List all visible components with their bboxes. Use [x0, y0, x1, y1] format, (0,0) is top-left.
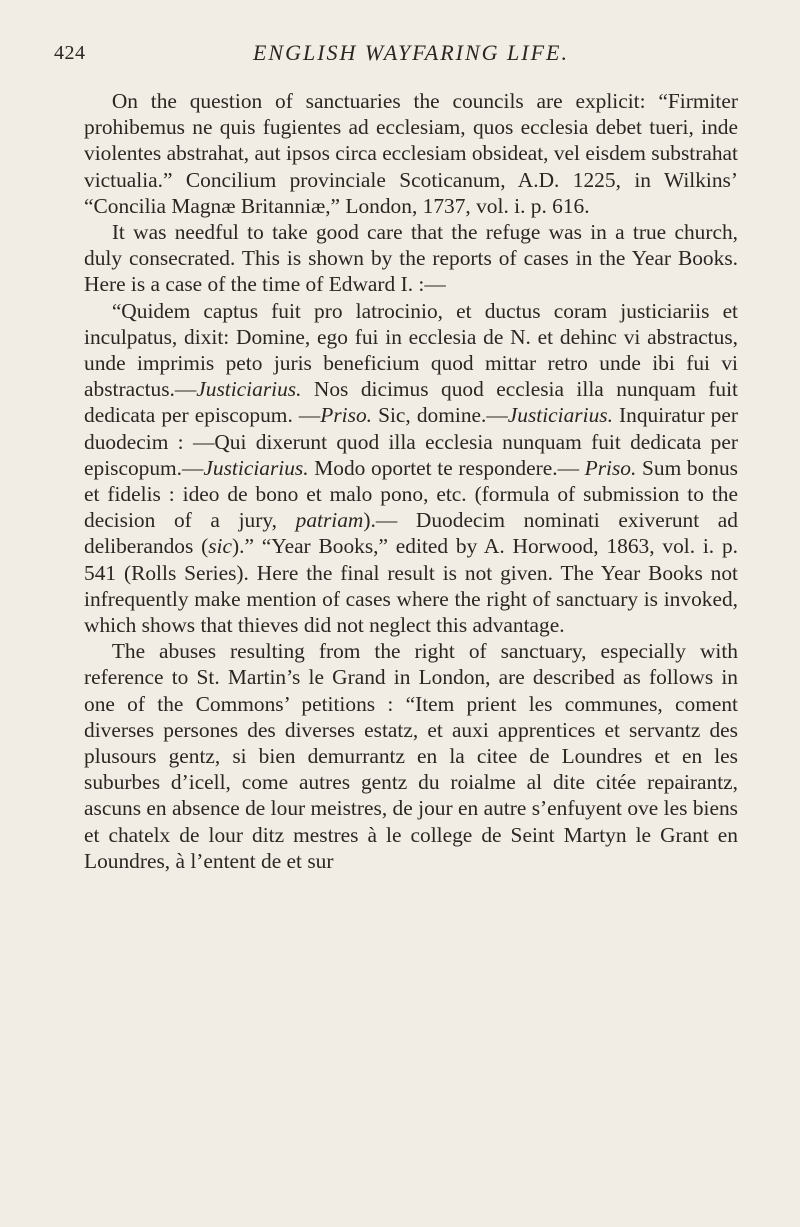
sic-term: sic: [208, 534, 232, 559]
justiciarius-label: Justiciarius.: [196, 377, 302, 402]
running-title: ENGLISH WAYFARING LIFE.: [252, 40, 569, 65]
case-text-8: ).” “Year Books,” edited by A. Horwood, 1863, vol. i. p. 541 (Rolls Series). Here the final result is not given. The Year Books not infrequently make mention of cases where the right of sanctuary is invoked, which shows that thieves did not neglect this advantage.: [84, 534, 739, 638]
paragraph-year-book-case: [84, 298, 738, 639]
priso-label: Priso.: [584, 455, 637, 480]
case-text-4: Inquiratur per duodecim : —Qui dixerunt quod illa ecclesia nunquam fuit dedicata per episcopum.—: [84, 403, 738, 480]
paragraph-refuge: It was needful to take good care that the refuge was in a true church, duly consecrated. This is shown by the reports of cases in the Year Books. Here is a case of the time of Edward I. :—: [84, 220, 738, 297]
case-text-5: Modo oportet te respondere.—: [308, 455, 585, 480]
case-text-1: “Quidem captus fuit pro latrocinio, et ductus coram justiciariis et inculpatus, dixit: Domine, ego fui in ecclesia de N. et dehinc vi abstractus, unde imprimis peto juris beneficium quod mittar retro unde ibi fui vi abstractus.—: [84, 298, 738, 402]
paragraph-councils: On the question of sanctuaries the councils are explicit: “Firmiter prohibemus ne quis fugientes ad ecclesiam, quos ecclesia debet tueri, inde violentes abstrahat, aut ipsos circa ecclesiam obsideat, vel eisdem substrahat victualia.” Concilium provinciale Scoticanum, A.D. 1225, in Wilkins’ “Concilia Magnæ Britanniæ,” London, 1737, vol. i. p. 616.: [84, 89, 738, 218]
body-text: [84, 88, 738, 874]
justiciarius-label: Justiciarius.: [203, 455, 309, 480]
patriam-term: patriam: [295, 508, 364, 533]
case-text-6: Sum bonus et fidelis : ideo de bono et malo pono, etc. (formula of submission to the decision of a jury,: [84, 455, 738, 533]
page-header: [54, 40, 738, 74]
paragraph-abuses: The abuses resulting from the right of sanctuary, especially with reference to St. Martin’s le Grand in London, are described as follows in one of the Commons’ petitions : “Item prient les communes, coment diverses persones des diverses estatz, et auxi apprentices et servantz des plusours gentz, si bien demurrantz en la citee de Loundres et en les suburbes d’icell, come autres gentz du roialme al dite citée repairantz, ascuns en absence de lour meistres, de jour en autre s’enfuyent ove les biens et chatelx de lour ditz mestres à le college de Seint Martyn le Grant en Loundres, à l’entent de et sur: [84, 639, 738, 873]
page-number: 424: [54, 42, 86, 64]
priso-label: Priso.: [320, 403, 372, 428]
justiciarius-label: Justiciarius.: [507, 403, 613, 428]
case-text-3: Sic, domine.—: [371, 403, 508, 428]
case-text-7: ).— Duodecim nominati exiverunt ad deliberandos (: [84, 508, 738, 559]
case-text-2: Nos dicimus quod ecclesia illa nunquam fuit dedicata per episcopum. —: [84, 377, 738, 428]
